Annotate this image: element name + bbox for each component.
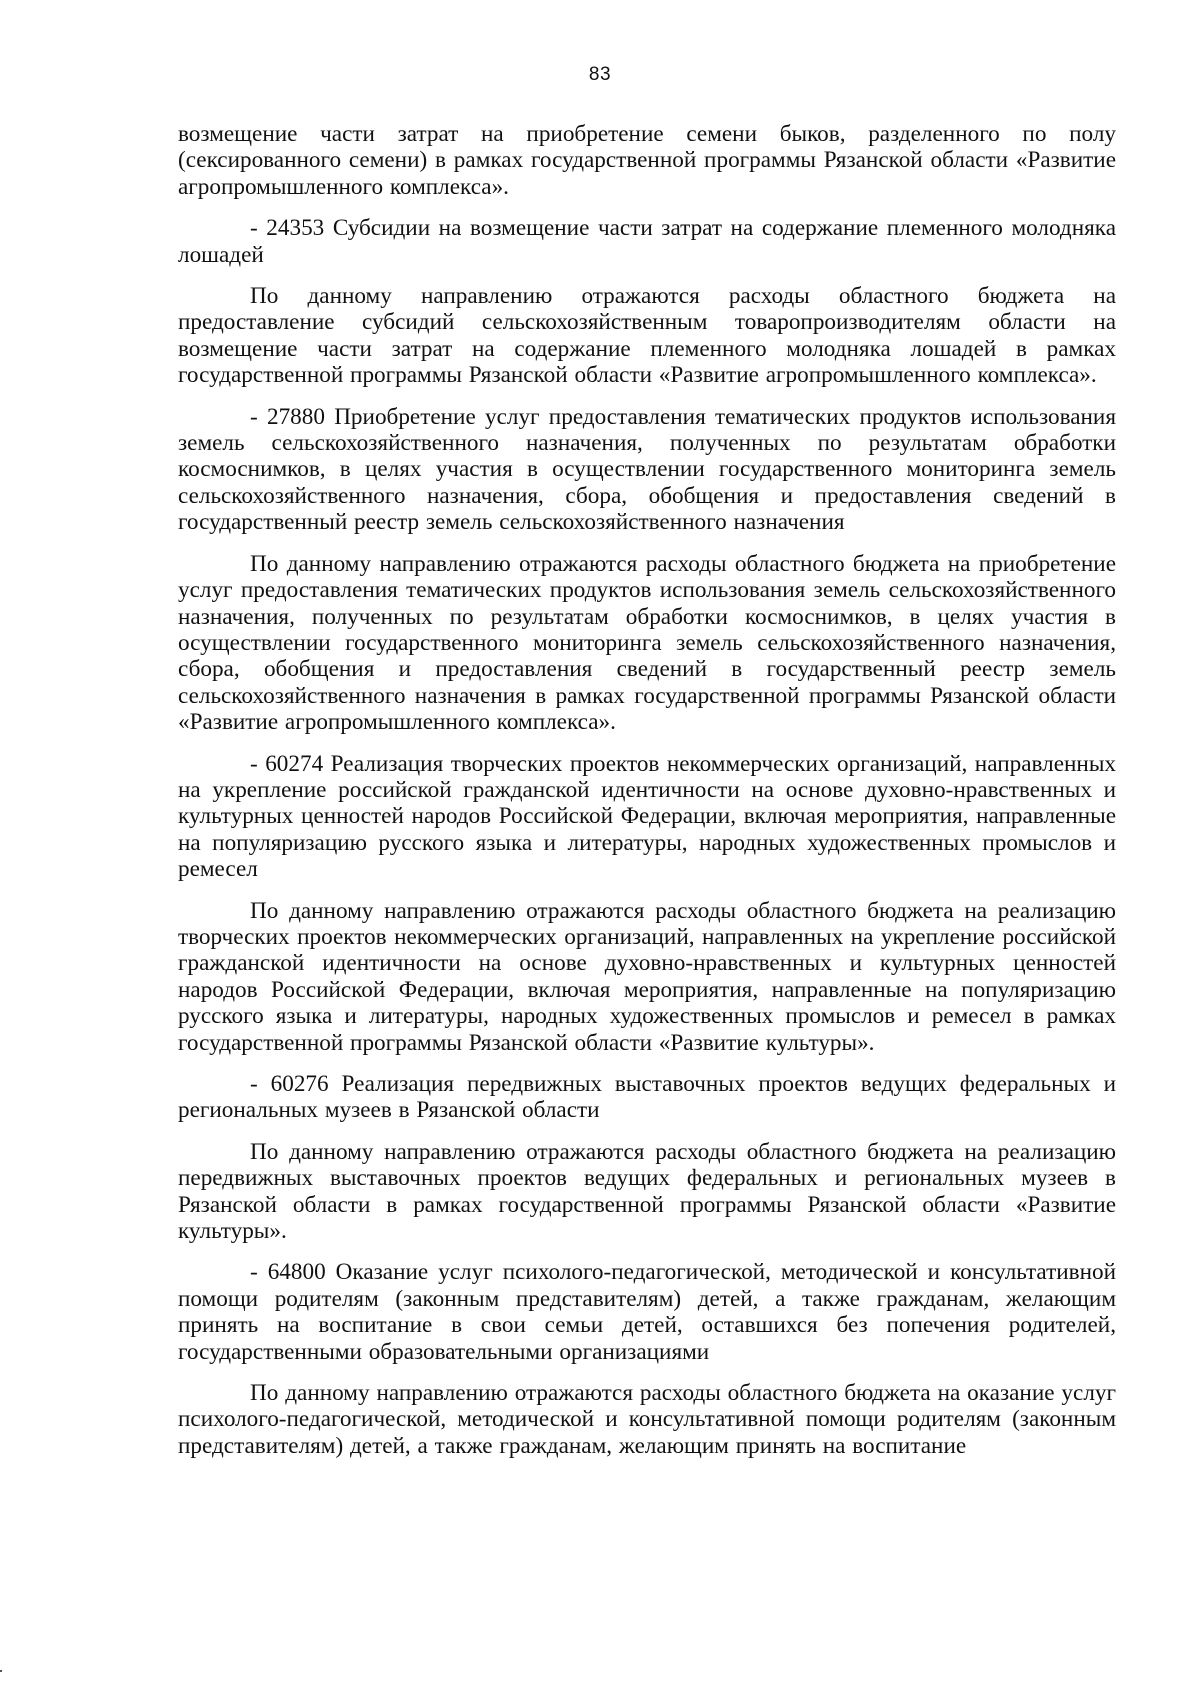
item-description-60274: По данному направлению отражаются расходы областного бюджета на реализацию творческих проектов некоммерческих организаций, направленных на укрепление российской гражданской идентичности на основе духовно-нравственных и культурных ценностей народов Российской Федерации, включая мероприятия, направленные на популяризацию русского языка и литературы, народных художественных промыслов и ремесел в рамках государственной программы Рязанской области «Развитие культуры». (178, 897, 1116, 1056)
item-description-27880: По данному направлению отражаются расходы областного бюджета на приобретение услуг предоставления тематических продуктов использования земель сельскохозяйственного назначения, полученных по результатам обработки космоснимков, в целях участия в осуществлении государственного мониторинга земель сельскохозяйственного назначения, сбора, обобщения и предоставления сведений в государственный реестр земель сельскохозяйственного назначения в рамках государственной программы Рязанской области «Развитие агропромышленного комплекса». (178, 550, 1116, 736)
page-number: 83 (588, 64, 612, 85)
item-heading-64800: - 64800 Оказание услуг психолого-педагогической, методической и консультативной помощи родителям (законным представителям) детей, а также гражданам, желающим принять на воспитание в свои семьи детей, оставшихся без попечения родителей, государственными образовательными организациями (178, 1259, 1116, 1365)
item-heading-60274: - 60274 Реализация творческих проектов некоммерческих организаций, направленных на укрепление российской гражданской идентичности на основе духовно-нравственных и культурных ценностей народов Российской Федерации, включая мероприятия, направленные на популяризацию русского языка и литературы, народных художественных промыслов и ремесел (178, 750, 1116, 883)
item-heading-60276: - 60276 Реализация передвижных выставочных проектов ведущих федеральных и региональных музеев в Рязанской области (178, 1071, 1116, 1124)
item-description-60276: По данному направлению отражаются расходы областного бюджета на реализацию передвижных выставочных проектов ведущих федеральных и региональных музеев в Рязанской области в рамках государственной программы Рязанской области «Развитие культуры». (178, 1138, 1116, 1245)
item-heading-24353: - 24353 Субсидии на возмещение части затрат на содержание племенного молодняка лошадей (178, 215, 1116, 268)
item-description-64800: По данному направлению отражаются расходы областного бюджета на оказание услуг психолого-педагогической, методической и консультативной помощи родителям (законным представителям) детей, а также гражданам, желающим принять на воспитание (178, 1380, 1116, 1459)
scan-edge-mark (0, 1670, 2, 1672)
paragraph-continuation: возмещение части затрат на приобретение семени быков, разделенного по полу (сексированного семени) в рамках государственной программы Рязанской области «Развитие агропромышленного комплекса». (178, 121, 1116, 200)
item-heading-27880: - 27880 Приобретение услуг предоставления тематических продуктов использования земель сельскохозяйственного назначения, полученных по результатам обработки космоснимков, в целях участия в осуществлении государственного мониторинга земель сельскохозяйственного назначения, сбора, обобщения и предоставления сведений в государственный реестр земель сельскохозяйственного назначения (178, 403, 1116, 536)
item-description-24353: По данному направлению отражаются расходы областного бюджета на предоставление субсидий сельскохозяйственным товаропроизводителям области на возмещение части затрат на содержание племенного молодняка лошадей в рамках государственной программы Рязанской области «Развитие агропромышленного комплекса». (178, 283, 1116, 389)
document-body (178, 121, 1116, 1459)
